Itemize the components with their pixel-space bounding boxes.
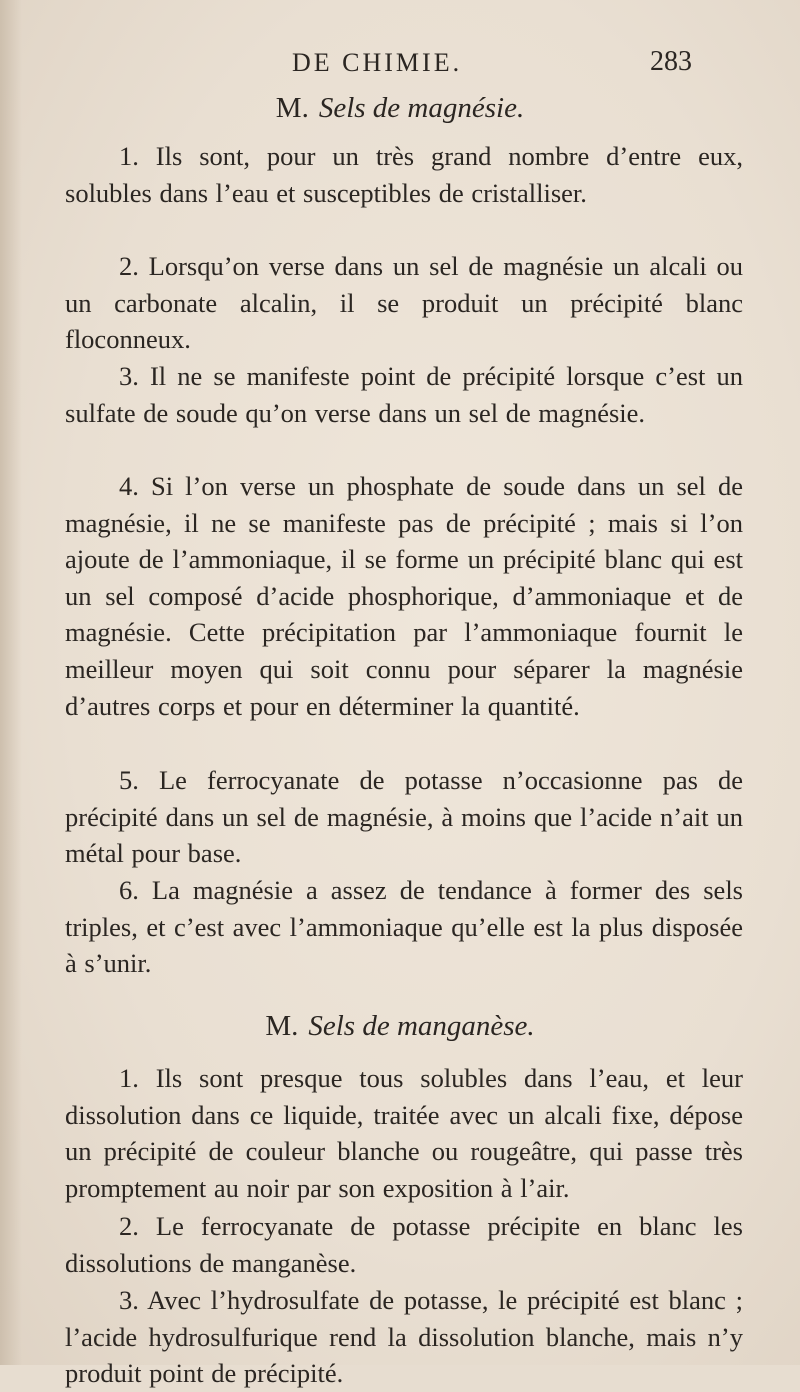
section-title-manganese (0, 1010, 800, 1043)
section-letter: M. (275, 92, 309, 124)
paragraph-magnesie-3: 3. Il ne se manifeste point de précipité lorsque c’est un sulfate de soude qu’on verse dans un sel de magnésie. (65, 361, 743, 428)
page-number: 283 (650, 46, 692, 77)
paragraph-magnesie-2: 2. Lorsqu’on verse dans un sel de magnésie un alcali ou un carbonate alcalin, il se produit un précipité blanc floconneux. (65, 251, 743, 355)
paragraph-magnesie-5: 5. Le ferrocyanate de potasse n’occasionne pas de précipité dans un sel de magnésie, à moins que l’acide n’ait un métal pour base. (65, 765, 743, 869)
section-heading-text: Sels de manganèse. (308, 1010, 535, 1042)
page-header (0, 44, 800, 84)
running-head: DE CHIMIE. (292, 48, 463, 77)
section-title-magnesie (0, 92, 800, 125)
paragraph-magnesie-4: 4. Si l’on verse un phosphate de soude dans un sel de magnésie, il ne se manifeste pas de précipité ; mais si l’on ajoute de l’ammoniaque, il se forme un précipité blanc qui est un sel composé d’acide phosphorique, d’ammoniaque et de magnésie. Cette précipitation par l’ammoniaque fournit le meilleur moyen qui soit connu pour séparer la magnésie d’autres corps et pour en déterminer la quantité. (65, 471, 743, 721)
paragraph-manganese-2: 2. Le ferrocyanate de potasse précipite en blanc les dissolutions de manganèse. (65, 1211, 743, 1278)
paragraph-manganese-1: 1. Ils sont presque tous solubles dans l’eau, et leur dissolution dans ce liquide, traitée avec un alcali fixe, dépose un précipité de couleur blanche ou rougeâtre, qui passe très promptement au noir par son exposition à l’air. (65, 1063, 743, 1203)
paragraph-magnesie-1: 1. Ils sont, pour un très grand nombre d’entre eux, solubles dans l’eau et susceptibles de cristalliser. (65, 141, 743, 208)
section-letter: M. (265, 1010, 299, 1042)
paragraph-magnesie-6: 6. La magnésie a assez de tendance à former des sels triples, et c’est avec l’ammoniaque qu’elle est la plus disposée à s’unir. (65, 875, 743, 979)
section-heading-text: Sels de magnésie. (318, 92, 525, 124)
page-gutter-shadow (0, 0, 22, 1365)
paragraph-manganese-3: 3. Avec l’hydrosulfate de potasse, le précipité est blanc ; l’acide hydrosulfurique rend la dissolution blanche, mais n’y produit point de précipité. (65, 1285, 743, 1389)
